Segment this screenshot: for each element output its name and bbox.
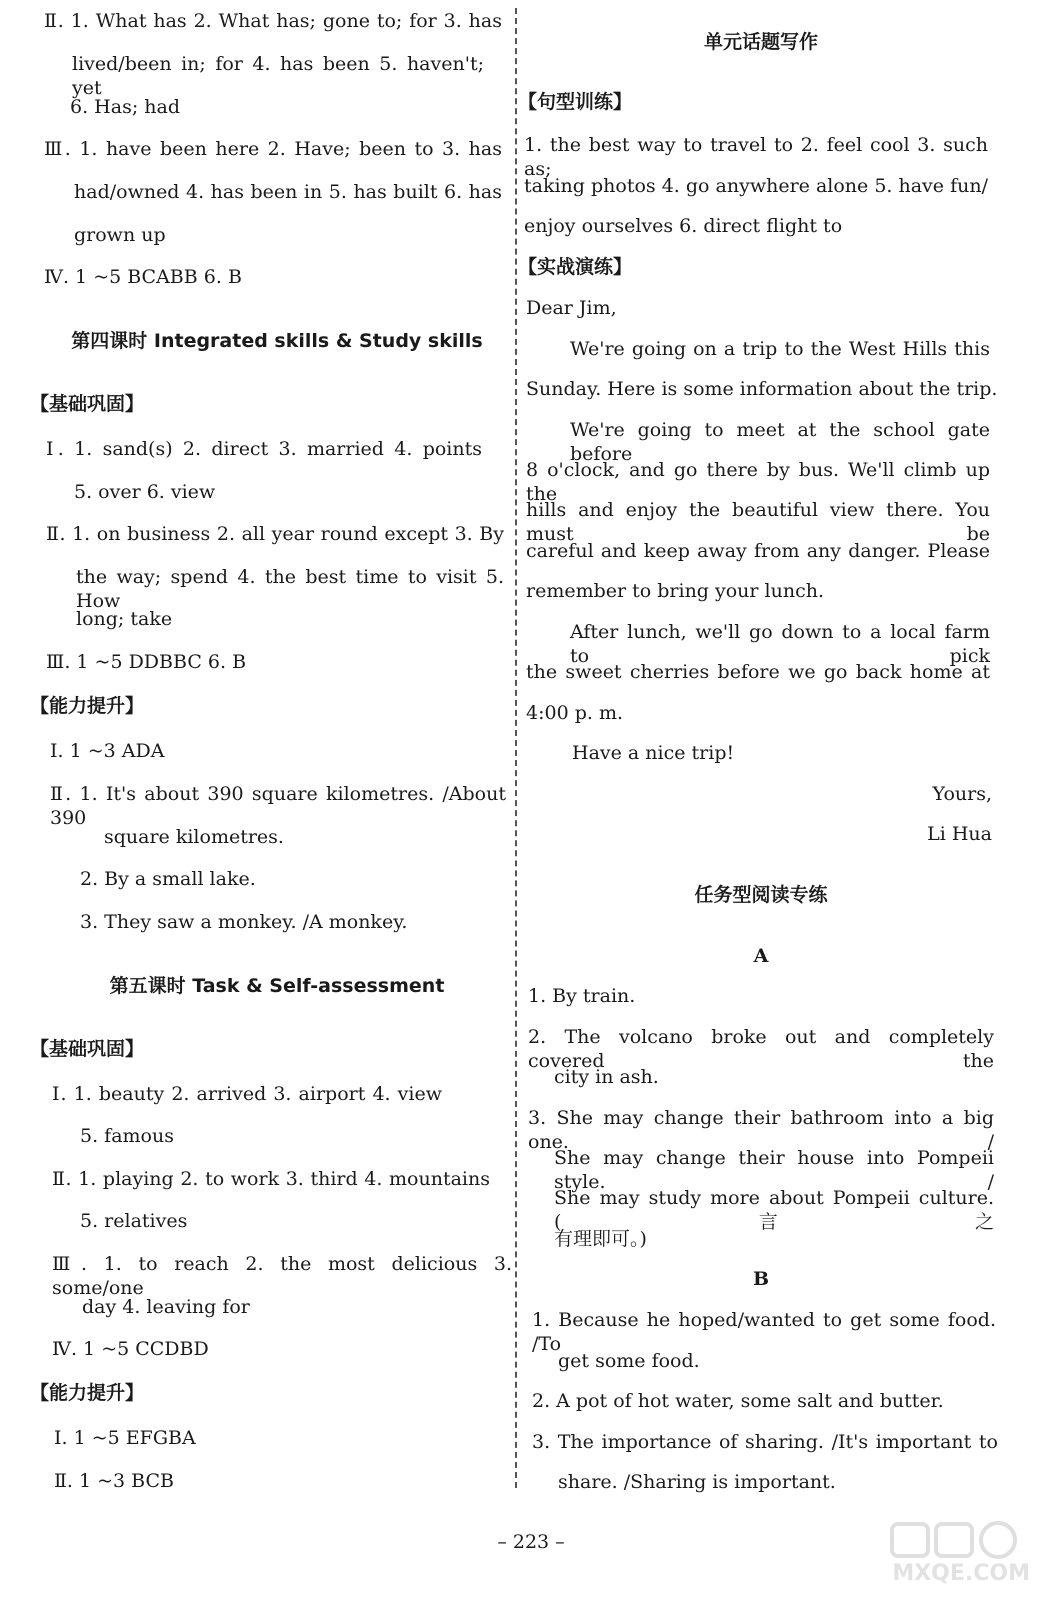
answer-line: Ⅱ. 1. on business 2. all year round except 3. By <box>46 523 504 545</box>
answer-line: 3. She may change their bathroom into a big one. / <box>528 1107 994 1153</box>
answer-line: 1. the best way to travel to 2. feel cool 3. such as; <box>524 134 988 180</box>
letter-line: Sunday. Here is some information about the trip. <box>526 378 998 400</box>
answer-line: enjoy ourselves 6. direct flight to <box>524 215 843 237</box>
answer-line: square kilometres. <box>104 826 284 848</box>
letter-line: 8 o'clock, and go there by bus. We'll climb up the <box>526 459 990 505</box>
answer-line: Ⅲ. 1. have been here 2. Have; been to 3. has <box>44 138 502 160</box>
answer-line: Ⅰ. 1. beauty 2. arrived 3. airport 4. view <box>52 1083 442 1105</box>
answer-line: grown up <box>74 224 166 246</box>
practice-label: 【实战演练】 <box>518 256 633 278</box>
watermark-logo-icon <box>890 1520 1020 1560</box>
answer-line: 6. Has; had <box>70 96 180 118</box>
answer-line: 有理即可。) <box>554 1228 647 1250</box>
answer-line: 5. over 6. view <box>74 481 216 503</box>
section-b-label: B <box>752 1268 770 1290</box>
letter-line: We're going to meet at the school gate before <box>570 419 990 465</box>
ability-label: 【能力提升】 <box>30 1382 145 1404</box>
answer-line: Ⅰ. 1 ~5 EFGBA <box>54 1427 196 1449</box>
answer-line: She may study more about Pompeii culture. (言之 <box>554 1187 994 1233</box>
letter-line: We're going on a trip to the West Hills this <box>570 338 990 360</box>
task-reading-title: 任务型阅读专练 <box>694 884 828 906</box>
answer-line: Ⅲ. 1 ~5 DDBBC 6. B <box>46 651 247 673</box>
answer-line: Ⅰ. 1. sand(s) 2. direct 3. married 4. points <box>46 438 482 460</box>
answer-line: get some food. <box>558 1350 700 1372</box>
basic-label: 【基础巩固】 <box>30 1038 145 1060</box>
watermark-text: MXQE.COM <box>892 1561 1030 1586</box>
letter-line: 4:00 p. m. <box>526 702 624 724</box>
letter-line: hills and enjoy the beautiful view there. You must be <box>526 499 990 545</box>
letter-closing: Yours, <box>932 783 992 805</box>
answer-line: share. /Sharing is important. <box>558 1471 836 1493</box>
answer-line: Ⅳ. 1 ~5 BCABB 6. B <box>44 266 242 288</box>
answer-line: had/owned 4. has been in 5. has built 6. has <box>74 181 502 203</box>
letter-line: the sweet cherries before we go back home at <box>526 661 990 683</box>
page-number: – 223 – <box>497 1531 565 1553</box>
letter-signature: Li Hua <box>927 823 992 845</box>
answer-line: Ⅱ. 1. It's about 390 square kilometres. /About 390 <box>50 783 506 829</box>
answer-line: 1. Because he hoped/wanted to get some food. /To <box>532 1309 996 1355</box>
pattern-label: 【句型训练】 <box>518 91 633 113</box>
answer-line: 1. By train. <box>528 985 636 1007</box>
answer-line: lived/been in; for 4. has been 5. haven't; yet <box>72 53 484 99</box>
letter-line: remember to bring your lunch. <box>526 580 825 602</box>
letter-line: After lunch, we'll go down to a local farm to pick <box>570 621 990 667</box>
answer-line: She may change their house into Pompeii style. / <box>554 1147 994 1193</box>
section-a-label: A <box>753 945 769 967</box>
column-divider <box>515 8 517 1488</box>
answer-line: Ⅱ. 1. playing 2. to work 3. third 4. mountains <box>52 1168 490 1190</box>
letter-salutation: Dear Jim, <box>526 297 617 319</box>
answer-line: city in ash. <box>554 1066 659 1088</box>
answer-line: Ⅱ. 1. What has 2. What has; gone to; for 3. has <box>44 10 502 32</box>
answer-line: day 4. leaving for <box>82 1296 250 1318</box>
answer-line: 3. They saw a monkey. /A monkey. <box>80 911 408 933</box>
answer-line: Ⅰ. 1 ~3 ADA <box>50 740 165 762</box>
letter-line: Have a nice trip! <box>572 742 735 764</box>
basic-label: 【基础巩固】 <box>30 393 145 415</box>
lesson4-title: 第四课时 Integrated skills & Study skills <box>71 330 483 352</box>
answer-line: 5. famous <box>80 1125 174 1147</box>
writing-title: 单元话题写作 <box>703 31 818 53</box>
letter-line: careful and keep away from any danger. Please <box>526 540 990 562</box>
ability-label: 【能力提升】 <box>30 695 145 717</box>
answer-line: 3. The importance of sharing. /It's important to <box>532 1431 998 1453</box>
answer-line: Ⅳ. 1 ~5 CCDBD <box>52 1338 209 1360</box>
answer-line: taking photos 4. go anywhere alone 5. have fun/ <box>524 175 988 197</box>
answer-line: 2. By a small lake. <box>80 868 256 890</box>
lesson5-title: 第五课时 Task & Self-assessment <box>109 975 445 997</box>
answer-line: 2. The volcano broke out and completely covered the <box>528 1026 994 1072</box>
answer-line: Ⅱ. 1 ~3 BCB <box>54 1470 174 1492</box>
answer-line: Ⅲ. 1. to reach 2. the most delicious 3. some/one <box>52 1253 512 1299</box>
watermark <box>880 1520 1030 1586</box>
answer-line: 5. relatives <box>80 1210 188 1232</box>
answer-line: long; take <box>76 608 173 630</box>
answer-line: 2. A pot of hot water, some salt and butter. <box>532 1390 944 1412</box>
answer-line: the way; spend 4. the best time to visit 5. How <box>76 566 504 612</box>
